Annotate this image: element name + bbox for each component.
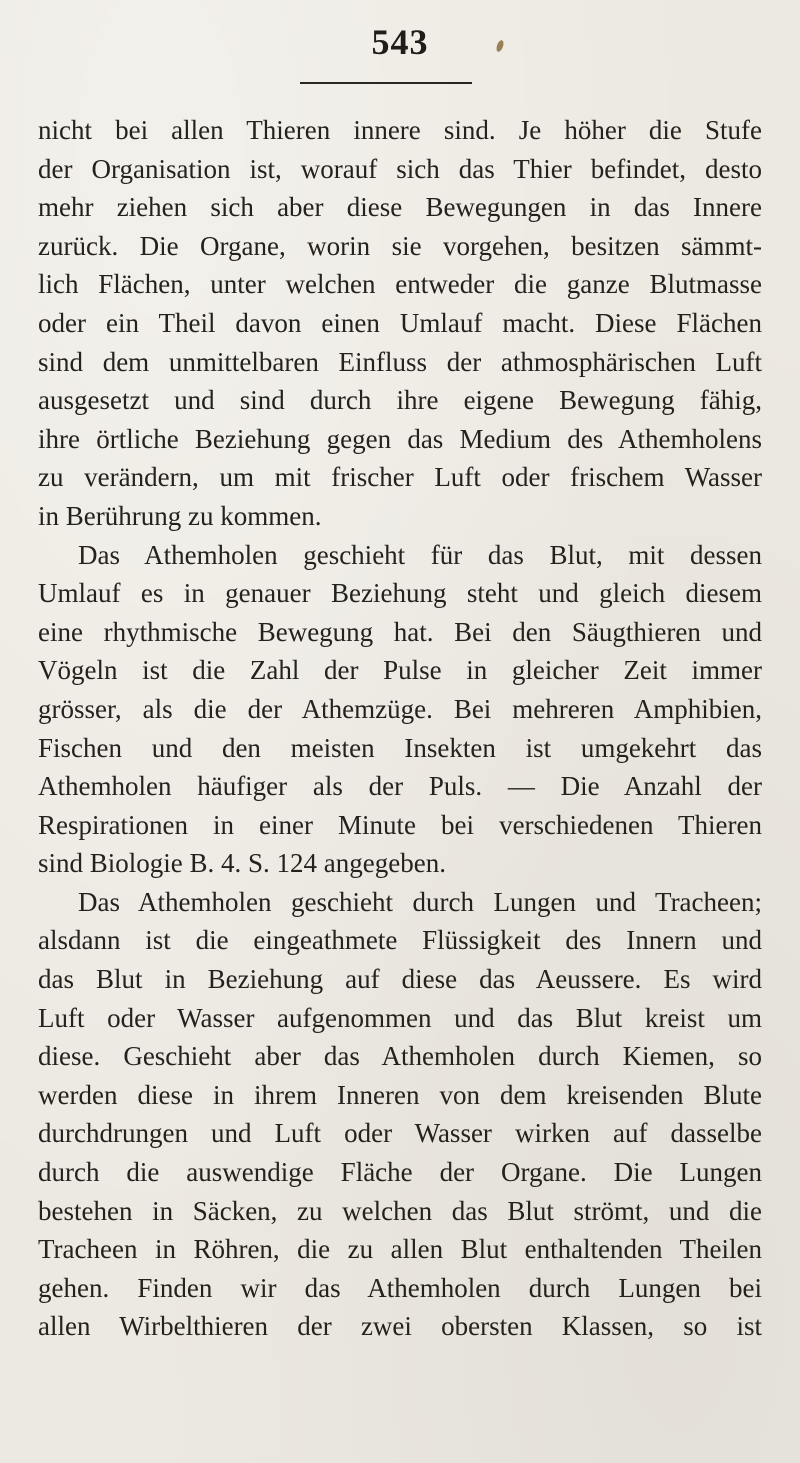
ink-mark xyxy=(495,39,505,52)
text-line: sind Biologie B. 4. S. 124 angegeben. xyxy=(38,848,446,879)
text-line: durchdrungen und Luft oder Wasser wirken auf dasselbe xyxy=(38,1118,762,1149)
text-line: alsdann ist die eingeathmete Flüssigkeit des Innern und xyxy=(38,925,762,956)
page-number: 543 xyxy=(371,22,429,62)
text-line: zurück. Die Organe, worin sie vorgehen, besitzen sämmt- xyxy=(38,230,762,261)
header-rule xyxy=(300,82,472,84)
text-line: ihre örtliche Beziehung gegen das Medium des Athemholens xyxy=(38,423,762,454)
text-line: der Organisation ist, worauf sich das Thier befindet, desto xyxy=(38,153,762,184)
text-line: lich Flächen, unter welchen entweder die ganze Blutmasse xyxy=(38,269,762,300)
text-line: sind dem unmittelbaren Einfluss der athmosphärischen Luft xyxy=(38,346,762,377)
body-text xyxy=(38,111,762,1346)
text-line: ausgesetzt und sind durch ihre eigene Bewegung fähig, xyxy=(38,385,762,416)
text-line: Das Athemholen geschieht durch Lungen und Tracheen; xyxy=(78,886,762,917)
text-line: nicht bei allen Thieren innere sind. Je höher die Stufe xyxy=(38,115,762,145)
text-line: allen Wirbelthieren der zwei obersten Klassen, so ist xyxy=(38,1311,762,1342)
text-line: das Blut in Beziehung auf diese das Aeussere. Es wird xyxy=(38,964,762,995)
text-line: Umlauf es in genauer Beziehung steht und gleich diesem xyxy=(38,578,762,609)
text-line: in Berührung zu kommen. xyxy=(38,500,322,531)
text-line: eine rhythmische Bewegung hat. Bei den Säugthieren und xyxy=(38,616,762,647)
text-line: Luft oder Wasser aufgenommen und das Blut kreist um xyxy=(38,1002,762,1033)
text-line: oder ein Theil davon einen Umlauf macht. Diese Flächen xyxy=(38,307,762,338)
text-line: Das Athemholen geschieht für das Blut, mit dessen xyxy=(78,539,762,570)
text-line: bestehen in Säcken, zu welchen das Blut strömt, und die xyxy=(38,1195,762,1226)
text-line: Tracheen in Röhren, die zu allen Blut enthaltenden Theilen xyxy=(38,1234,762,1265)
text-line: durch die auswendige Fläche der Organe. Die Lungen xyxy=(38,1157,762,1188)
text-line: mehr ziehen sich aber diese Bewegungen in das Innere xyxy=(38,192,762,223)
text-line: Respirationen in einer Minute bei verschiedenen Thieren xyxy=(38,809,762,840)
text-line: Fischen und den meisten Insekten ist umgekehrt das xyxy=(38,732,762,763)
text-line: Athemholen häufiger als der Puls. — Die Anzahl der xyxy=(38,771,762,802)
text-line: zu verändern, um mit frischer Luft oder frischem Wasser xyxy=(38,462,762,493)
text-line: Vögeln ist die Zahl der Pulse in gleicher Zeit immer xyxy=(38,655,762,686)
text-line: gehen. Finden wir das Athemholen durch Lungen bei xyxy=(38,1272,762,1303)
text-line: diese. Geschieht aber das Athemholen durch Kiemen, so xyxy=(38,1041,762,1072)
text-line: grösser, als die der Athemzüge. Bei mehreren Amphibien, xyxy=(38,693,762,724)
text-line: werden diese in ihrem Inneren von dem kreisenden Blute xyxy=(38,1079,762,1110)
